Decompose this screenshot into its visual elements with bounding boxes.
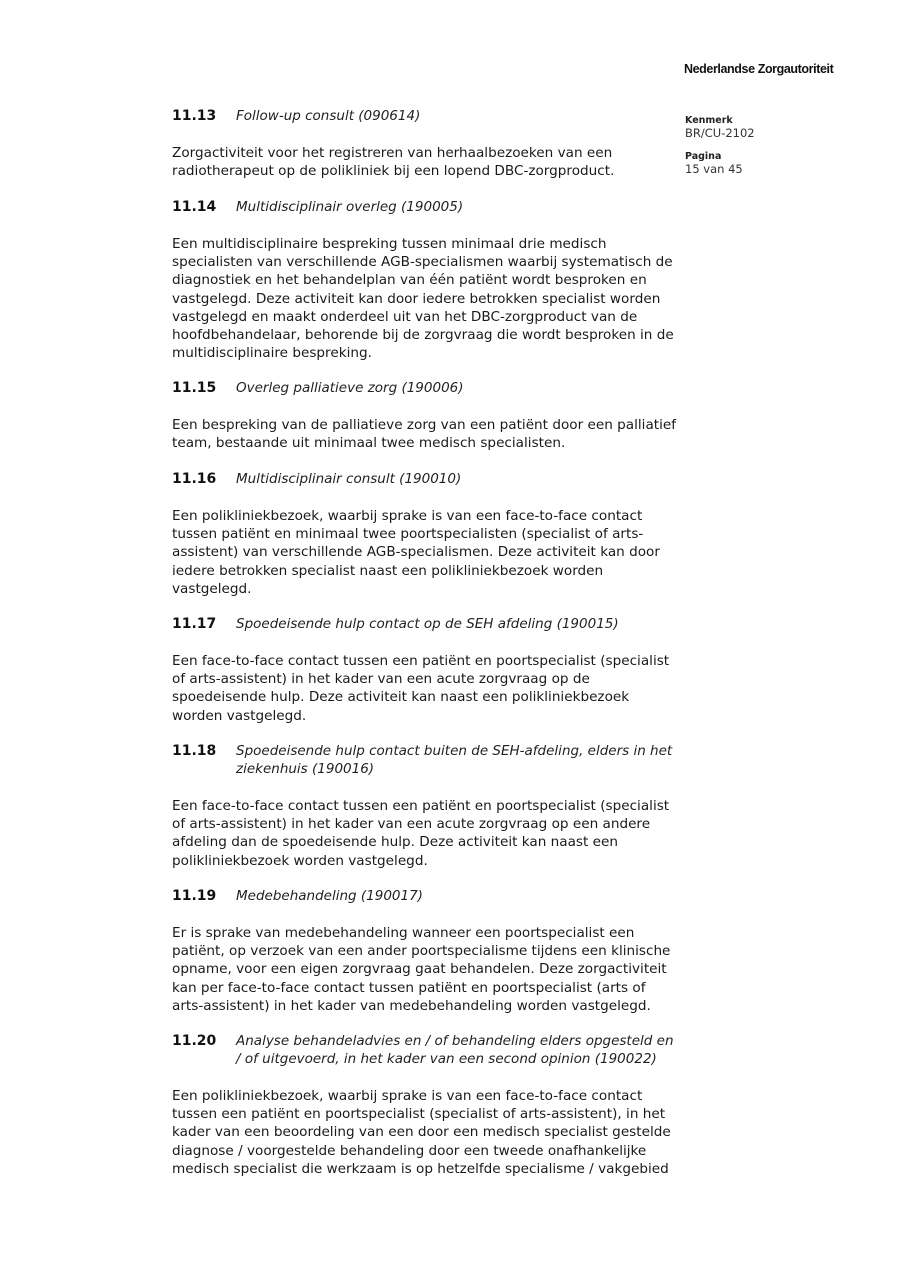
section-title bbox=[236, 1032, 692, 1068]
body-line: polikliniekbezoek worden vastgelegd. bbox=[172, 852, 428, 869]
body-line: vastgelegd. Deze activiteit kan door iedere betrokken specialist worden bbox=[172, 290, 661, 307]
section-11-14 bbox=[172, 198, 692, 362]
section-heading bbox=[172, 379, 692, 397]
body-line: vastgelegd. bbox=[172, 580, 252, 597]
section-title-line: Medebehandeling (190017) bbox=[236, 888, 423, 904]
body-line: radiotherapeut op de polikliniek bij een lopend DBC-zorgproduct. bbox=[172, 163, 615, 180]
body-line: hoofdbehandelaar, behorende bij de zorgvraag die wordt besproken in de bbox=[172, 327, 674, 344]
body-line: team, bestaande uit minimaal twee medisch specialisten. bbox=[172, 435, 566, 452]
body-line: of arts-assistent) in het kader van een acute zorgvraag op een andere bbox=[172, 816, 651, 833]
section-11-13 bbox=[172, 107, 692, 180]
kenmerk-label: Kenmerk bbox=[685, 115, 733, 126]
section-body bbox=[172, 507, 692, 598]
section-title bbox=[236, 887, 692, 905]
section-title-line: Follow-up consult (090614) bbox=[236, 108, 421, 124]
section-heading bbox=[172, 1032, 692, 1068]
section-number: 11.13 bbox=[172, 108, 217, 124]
body-line: Er is sprake van medebehandeling wanneer een poortspecialist een bbox=[172, 925, 635, 941]
section-number: 11.19 bbox=[172, 888, 217, 904]
kenmerk-value: BR/CU-2102 bbox=[685, 126, 755, 140]
section-body bbox=[172, 144, 692, 180]
section-body bbox=[172, 1087, 692, 1178]
body-line: diagnostiek en het behandelplan van één patiënt wordt besproken en bbox=[172, 272, 647, 289]
body-line: vastgelegd en maakt onderdeel uit van het DBC-zorgproduct van de bbox=[172, 308, 638, 325]
section-title-line: Analyse behandeladvies en / of behandeling elders opgesteld en bbox=[236, 1033, 674, 1049]
section-title bbox=[236, 107, 692, 125]
body-line: specialisten van verschillende AGB-specialismen waarbij systematisch de bbox=[172, 254, 673, 271]
section-11-15 bbox=[172, 379, 692, 452]
section-11-20 bbox=[172, 1032, 692, 1178]
section-body bbox=[172, 924, 692, 1015]
section-body bbox=[172, 797, 692, 870]
section-title bbox=[236, 615, 692, 633]
body-line: tussen een patiënt en poortspecialist (specialist of arts-assistent), in het bbox=[172, 1106, 666, 1123]
section-title bbox=[236, 379, 692, 397]
section-title-line: / of uitgevoerd, in het kader van een second opinion (190022) bbox=[236, 1051, 657, 1067]
section-title-line: Multidisciplinair overleg (190005) bbox=[236, 199, 464, 215]
section-title-line: ziekenhuis (190016) bbox=[236, 761, 375, 777]
body-line: arts-assistent) in het kader van medebehandeling worden vastgelegd. bbox=[172, 997, 651, 1014]
section-heading bbox=[172, 470, 692, 488]
body-line: Een polikliniekbezoek, waarbij sprake is van een face-to-face contact bbox=[172, 1088, 643, 1104]
body-line: iedere betrokken specialist naast een polikliniekbezoek worden bbox=[172, 562, 604, 579]
section-number: 11.17 bbox=[172, 616, 217, 632]
pagina-label: Pagina bbox=[685, 151, 722, 162]
body-line: Een face-to-face contact tussen een patiënt en poortspecialist (specialist bbox=[172, 798, 670, 814]
section-11-16 bbox=[172, 470, 692, 598]
section-title-line: Multidisciplinair consult (190010) bbox=[236, 471, 462, 487]
body-line: Een bespreking van de palliatieve zorg van een patiënt door een palliatief bbox=[172, 417, 677, 433]
body-line: afdeling dan de spoedeisende hulp. Deze activiteit kan naast een bbox=[172, 834, 619, 851]
organization-name: Nederlandse Zorgautoriteit bbox=[684, 62, 834, 76]
section-title bbox=[236, 198, 692, 216]
section-title bbox=[236, 742, 692, 778]
section-11-19 bbox=[172, 887, 692, 1015]
section-body bbox=[172, 652, 692, 725]
body-line: medisch specialist die werkzaam is op hetzelfde specialisme / vakgebied bbox=[172, 1160, 669, 1177]
body-line: kader van een beoordeling van een door een medisch specialist gestelde bbox=[172, 1124, 671, 1141]
body-line: tussen patiënt en minimaal twee poortspecialisten (specialist of arts- bbox=[172, 526, 644, 543]
section-title-line: Overleg palliatieve zorg (190006) bbox=[236, 380, 464, 396]
section-title bbox=[236, 470, 692, 488]
body-line: assistent) van verschillende AGB-specialismen. Deze activiteit kan door bbox=[172, 544, 660, 561]
section-heading bbox=[172, 615, 692, 633]
body-line: Zorgactiviteit voor het registreren van herhaalbezoeken van een bbox=[172, 145, 613, 161]
body-line: spoedeisende hulp. Deze activiteit kan naast een polikliniekbezoek bbox=[172, 689, 630, 706]
section-number: 11.14 bbox=[172, 199, 217, 215]
section-body bbox=[172, 235, 692, 362]
body-line: Een polikliniekbezoek, waarbij sprake is van een face-to-face contact bbox=[172, 508, 643, 524]
body-line: patiënt, op verzoek van een ander poortspecialisme tijdens een klinische bbox=[172, 943, 671, 960]
body-line: Een face-to-face contact tussen een patiënt en poortspecialist (specialist bbox=[172, 653, 670, 669]
body-line: diagnose / voorgestelde behandeling door een tweede onafhankelijke bbox=[172, 1142, 647, 1159]
section-title-line: Spoedeisende hulp contact buiten de SEH-afdeling, elders in het bbox=[236, 743, 673, 759]
section-number: 11.16 bbox=[172, 471, 217, 487]
section-11-17 bbox=[172, 615, 692, 725]
section-title-line: Spoedeisende hulp contact op de SEH afdeling (190015) bbox=[236, 616, 619, 632]
body-line: multidisciplinaire bespreking. bbox=[172, 345, 372, 362]
body-line: Een multidisciplinaire bespreking tussen minimaal drie medisch bbox=[172, 236, 607, 252]
body-line: of arts-assistent) in het kader van een acute zorgvraag op de bbox=[172, 671, 590, 688]
section-heading bbox=[172, 107, 692, 125]
body-line: kan per face-to-face contact tussen patiënt en poortspecialist (arts of bbox=[172, 979, 646, 996]
section-number: 11.20 bbox=[172, 1033, 217, 1049]
section-heading bbox=[172, 742, 692, 778]
section-heading bbox=[172, 887, 692, 905]
pagina-value: 15 van 45 bbox=[685, 162, 743, 176]
section-number: 11.18 bbox=[172, 743, 217, 759]
section-11-18 bbox=[172, 742, 692, 870]
body-line: opname, voor een eigen zorgvraag gaat behandelen. Deze zorgactiviteit bbox=[172, 961, 667, 978]
section-body bbox=[172, 416, 692, 452]
body-line: worden vastgelegd. bbox=[172, 707, 307, 724]
section-heading bbox=[172, 198, 692, 216]
section-number: 11.15 bbox=[172, 380, 217, 396]
